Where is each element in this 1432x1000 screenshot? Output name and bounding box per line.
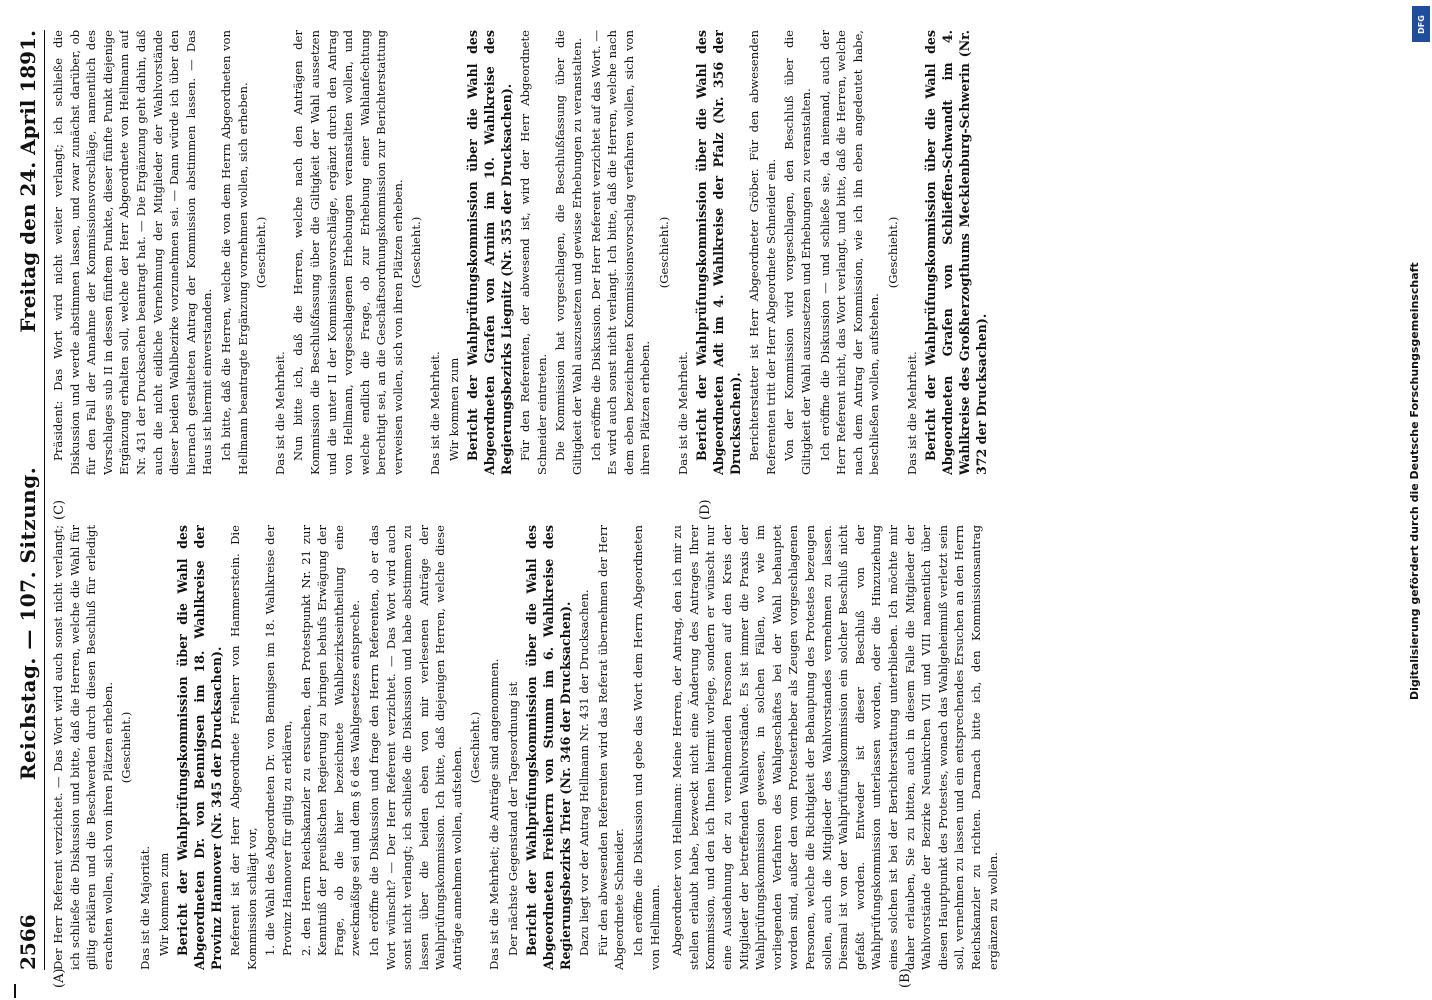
margin-marker-c: (C) [52,499,67,520]
paragraph: Für den Referenten, der abwesend ist, wird der Herr Abgeordnete Schneider eintreten. [518,30,549,475]
paragraph: Das ist die Mehrheit. [675,351,690,475]
stage-direction: (Geschieht.) [119,711,134,784]
paragraph: Ich eröffne die Diskussion. Der Herr Referent verzichtet auf das Wort. — Es wird auch sonst nicht verlangt. Ich bitte, daß die Herren, welche nach dem eben bezeichneten Kommissionsvorschlag verfahren wollen, sich von ihren Plätzen erheben. [588,30,653,475]
paragraph: Berichterstatter ist Herr Abgeordneter Gröber. Für den abwesenden Referenten tritt der Herr Abgeordnete Schneider ein. [747,30,778,475]
dfg-logo [1412,6,1430,42]
agenda-heading: Bericht der Wahlprüfungskommission über die Wahl des Abgeordneten Grafen von Schlieffen-Schwandt im 4. Wahlkreise des Großherzogthums Mecklenburg-Schwerin (Nr. 372 der Drucksachen). [923,30,990,475]
paragraph: Die Kommission hat vorgeschlagen, die Beschlußfassung über die Giltigkeit der Wahl auszusetzen und gewisse Erhebungen zu veranstalten. [553,30,585,475]
paragraph: Für den abwesenden Referenten wird das Referat übernehmen der Herr Abgeordnete Schneider. [595,525,627,970]
stage-direction: (Geschieht.) [468,711,483,784]
motion-list-item: 2. den Herrn Reichskanzler zu ersuchen, den Protestpunkt Nr. 21 zur Kenntniß der preußischen Regierung zu bringen behufs Erwägung der Frage, ob die hier bezeichnete Wahlbezirkseintheilung eine zweckmäßige sei und dem § 6 des Wahlgesetzes entspreche. [298,525,363,956]
paragraph: Dazu liegt vor der Antrag Hellmann Nr. 431 der Drucksachen. [577,589,592,956]
paragraph: Der Herr Referent verzichtet. — Das Wort wird auch sonst nicht verlangt; ich schließe die Diskussion und bitte, daß die Herren, welche die Wahl für giltig erklären und die Beschwerden durch diesen Beschluß für erledigt erachten wollen, sich von ihren Plätzen erheben. [51,525,115,970]
paragraph: Das ist die Mehrheit. [428,351,443,475]
page-header [6,30,45,970]
session-title: Reichstag. — 107. Sitzung. [16,466,40,781]
paragraph: Wir kommen zum [156,852,171,956]
paragraph: Von der Kommission wird vorgeschlagen, den Beschluß über die Giltigkeit der Wahl auszusetzen und Erhebungen zu veranstalten. [782,30,813,475]
printed-sheet [0,20,1378,988]
paragraph: Das ist die Mehrheit. [272,351,287,475]
session-date: Freitag den 24. April 1891. [16,30,40,333]
paragraph: Ich eröffne die Diskussion und gebe das Wort dem Herrn Abgeordneten von Hellmann. [631,525,662,970]
paragraph: Ich eröffne die Diskussion — und schließe sie, da niemand, auch der Herr Referent nicht, das Wort verlangt, und bitte, daß die Herren, welche nach dem Antrag der Kommission, wie ich ihn eben angedeutet habe, beschließen wollen, aufstehen. [817,30,882,475]
stage-direction: (Geschieht.) [409,216,424,289]
paragraph: Ich bitte, daß die Herren, welche die von dem Herrn Abgeordneten von Hellmann beantragte Ergänzung vornehmen wollen, sich erheben. [218,30,250,475]
digitization-credit [1408,20,1426,700]
agenda-heading: Bericht der Wahlprüfungskommission über die Wahl des Abgeordneten Adt im 4. Wahlkreise der Pfalz (Nr. 356 der Drucksachen). [694,30,744,475]
stage-direction: (Geschieht.) [254,216,269,289]
paragraph: Nun bitte ich, daß die Herren, welche nach den Anträgen der Kommission die Beschlußfassung über die Giltigkeit der Wahl aussetzen und die unter II der Kommissionsvorschläge, ergänzt durch den Antrag von Hellmann, vorgeschlagenen Erhebungen veranstalten wollen, und welche endlich die Frage, ob zur Erhebung einer Wahlanfechtung berechtigt sei, an die Geschäftsordnungskommission zur Berichterstattung verweisen wollen, sich von ihren Plätzen erheben. [291,30,405,475]
page-number: 2566 [16,914,40,970]
margin-marker-a: (A) [52,968,67,988]
margin-marker-b: (B) [898,968,913,988]
dfg-logo-text: DFG [1416,14,1426,34]
agenda-heading: Bericht der Wahlprüfungskommission über die Wahl des Abgeordneten Freiherrn von Stumm im 6. Wahlkreise des Regierungsbezirks Trier (Nr. 346 der Drucksachen). [524,525,574,970]
paragraph: Referent ist der Herr Abgeordnete Freiherr von Hammerstein. Die Kommission schlägt vor, [228,525,259,970]
stage-direction: (Geschieht.) [657,216,671,289]
speaker-paragraph: Abgeordneter von Hellmann: Meine Herren, der Antrag, den ich mir zu stellen erlaubt habe, bezweckt nicht eine Änderung des Antrages Ihrer Kommission, und den ich Ihnen hiermit vorlege, sondern er wünscht nur eine Ausdehnung der zu vernehmenden Personen auf den Kreis der Mitglieder der betreffenden Wahlvorstände. Es ist immer die Praxis der Wahlprüfungskommission gewesen, in solchen Fällen, wo wie im vorliegenden Verfahren des Wahlgeschäftes bei der Wahl behauptet worden sind, außer den vom Protesterheber als Zeugen vorgeschlagenen Personen, welche die Richtigkeit der Behauptung des Protestes bezeugen sollen, auch die Mitglieder des Wahlvorstandes vernehmen zu lassen. Diesmal ist von der Wahlprüfungskommission ein solcher Beschluß nicht gefaßt worden. Entweder ist dieser Beschluß von der Wahlprüfungskommission unterlassen worden, oder die Hinzuziehung eines solchen ist bei der Berichterstattung unterblieben. Ich möchte mir daher erlauben, Sie zu bitten, auch in diesem Falle die Mitglieder der Wahlvorstände der Bezirke Neunkirchen VII und VIII namentlich über diesen Hauptpunkt des Protestes, wonach das Wahlgeheimniß verletzt sein soll, vernehmen zu lassen und ein entsprechendes Ersuchen an den Herrn Reichskanzler zu richten. Darnach bitte ich, den Kommissionsantrag ergänzen zu wollen. [670,525,1000,970]
stage-direction: (Geschieht.) [885,216,900,289]
motion-list-item: 1. die Wahl des Abgeordneten Dr. von Bennigsen im 18. Wahlkreise der Provinz Hannover für giltig zu erklären, [263,525,294,956]
agenda-heading: Bericht der Wahlprüfungskommission über die Wahl des Abgeordneten Dr. von Bennigsen im 18. Wahlkreise der Provinz Hannover (Nr. 345 der Drucksachen). [175,525,225,970]
paragraph: Das ist die Mehrheit. [904,351,919,475]
margin-marker-d: (D) [698,499,713,520]
paragraph: Der nächste Gegenstand der Tagesordnung ist [505,681,520,956]
credit-text: Digitalisierung gefördert durch die Deutsche Forschungsgemeinschaft [1408,262,1421,700]
paragraph: Ich eröffne die Diskussion und frage den Herrn Referenten, ob er das Wort wünscht? — Der Herr Referent verzichtet. — Das Wort wird auch sonst nicht verlangt; ich schließe die Diskussion und habe abstimmen zu lassen über die beiden eben von mir verlesenen Anträge der Wahlprüfungskommission. Ich bitte, daß diejenigen Herren, welche diese Anträge annehmen wollen, aufstehen. [366,525,464,970]
left-text-column [50,525,1368,970]
agenda-heading: Bericht der Wahlprüfungskommission über die Wahl des Abgeordneten Grafen von Arnim im 10. Wahlkreise des Regierungsbezirks Liegnitz (Nr. 355 der Drucksachen). [465,30,515,475]
paragraph: Das ist die Majorität. [137,845,152,970]
paragraph: Das ist die Mehrheit; die Anträge sind angenommen. [487,658,502,970]
right-text-column [50,30,1368,475]
speaker-paragraph: Präsident: Das Wort wird nicht weiter verlangt; ich schließe die Diskussion und werde abstimmen lassen, und zwar zunächst darüber, ob für den Fall der Annahme der Kommissionsvorschläge, namentlich des Vorschlages sub II in dessen fünftem Punkte, dieser fünfte Punkt diejenige Ergänzung erhalten soll, welche der Herr Abgeordnete von Hellmann auf Nr. 431 der Drucksachen beantragt hat. — Die Ergänzung geht dahin, daß auch die nicht eidliche Vernehmung der Mitglieder der Wahlvorstände dieser beiden Wahlbezirke vorzunehmen sei. — Dann würde ich über den hiernach gestalteten Antrag der Kommission abstimmen lassen. — Das Haus ist hiermit einverstanden. [51,30,215,475]
paragraph: Wir kommen zum [446,357,461,461]
scan-edge-mark [14,984,16,998]
